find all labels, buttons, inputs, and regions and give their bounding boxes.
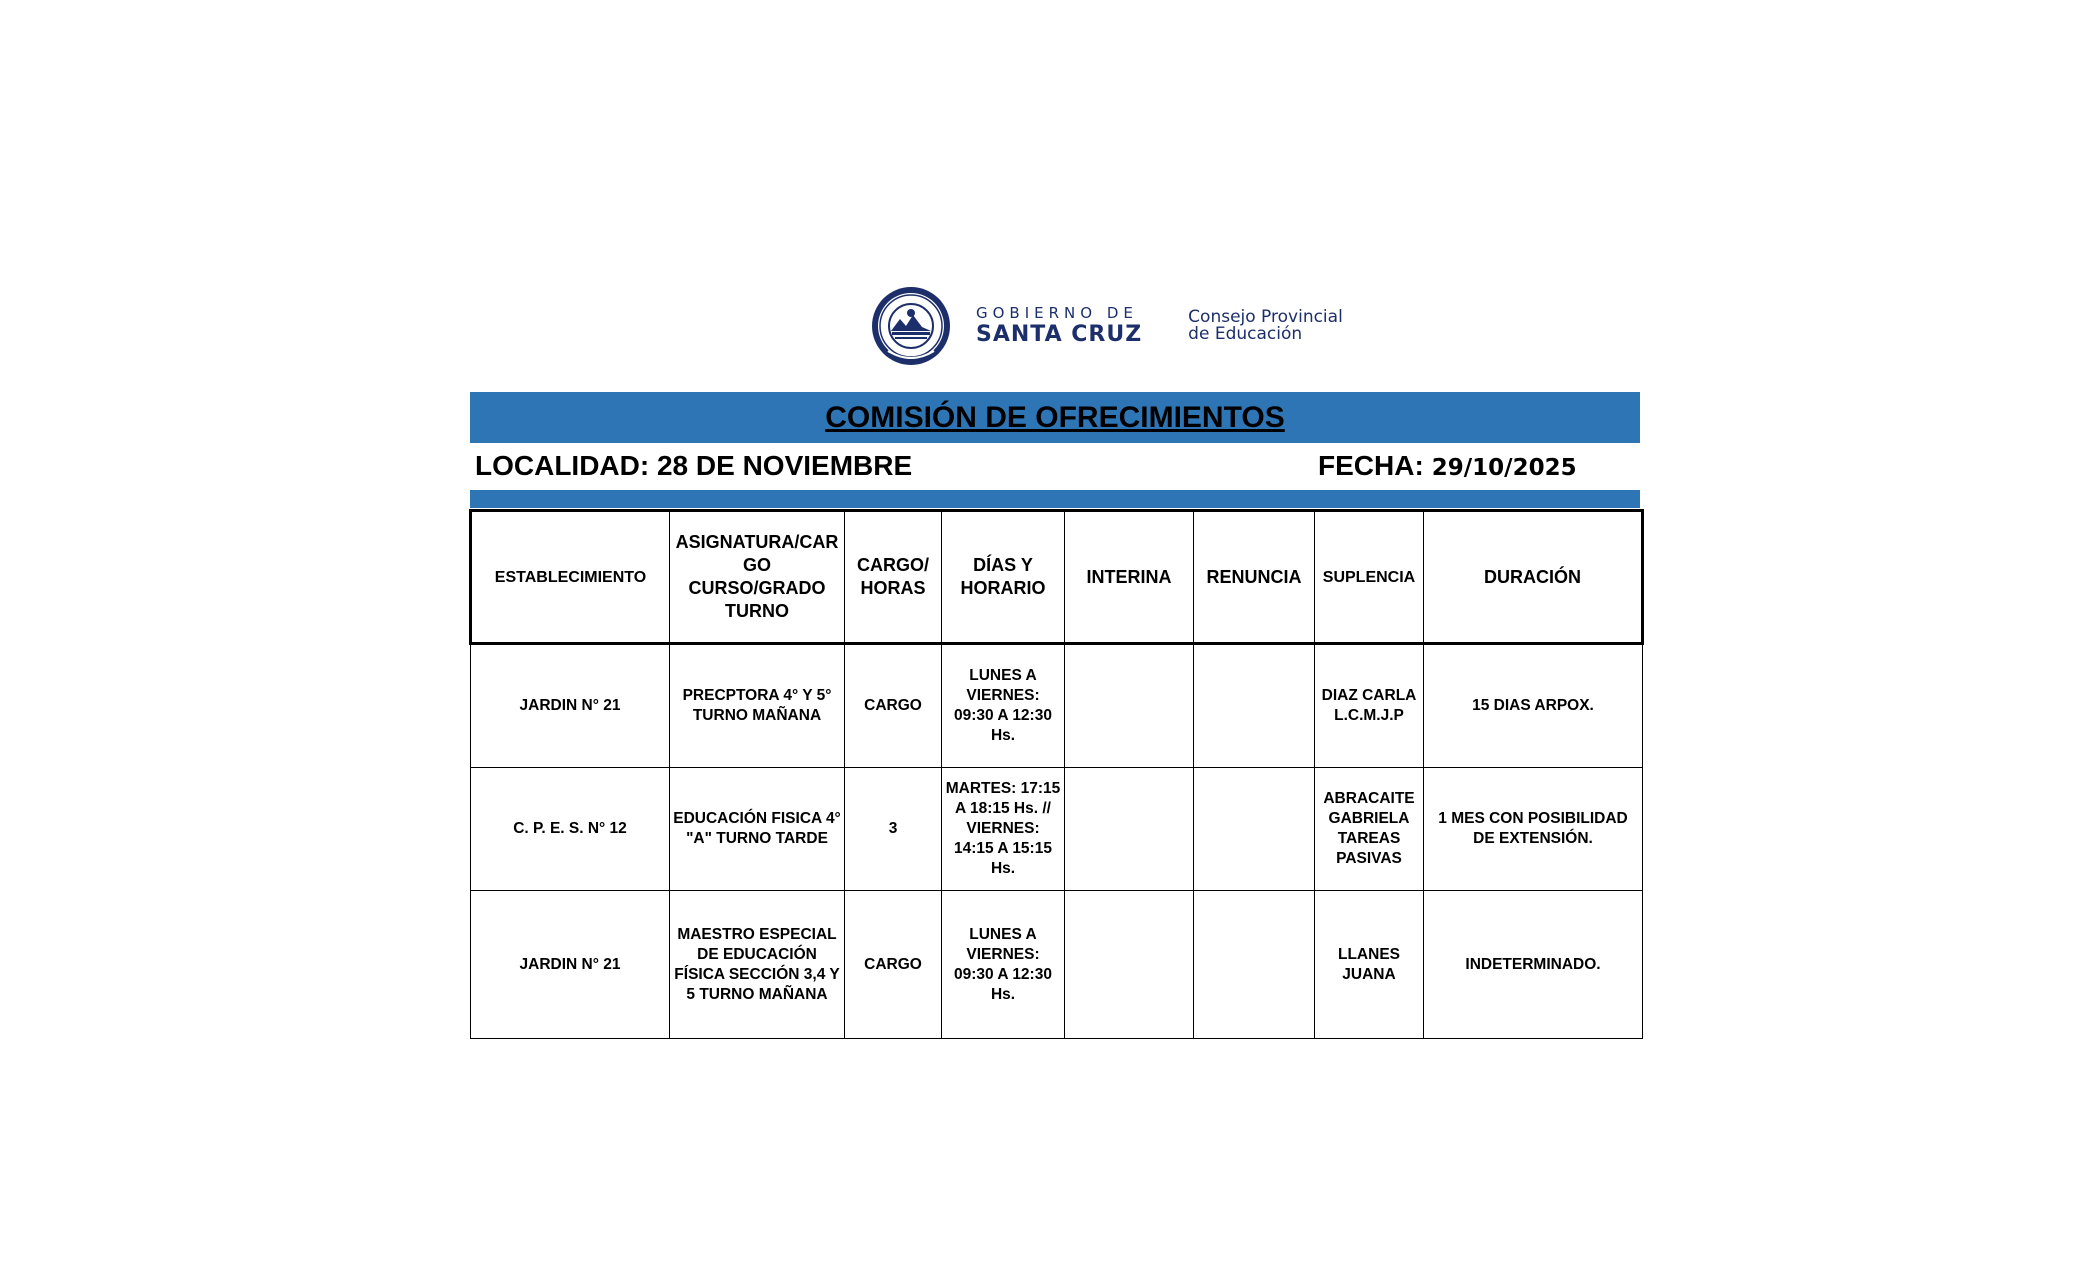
cell-duracion: 1 MES CON POSIBILIDAD DE EXTENSIÓN. [1424,768,1643,891]
header-cargo-horas: CARGO/ HORAS [845,511,942,644]
consejo-line1: Consejo Provincial [1188,306,1343,327]
cell-suplencia: LLANES JUANA [1315,891,1424,1039]
table-row [471,891,1643,1039]
cell-asignatura: MAESTRO ESPECIAL DE EDUCACIÓN FÍSICA SECCIÓN 3,4 Y 5 TURNO MAÑANA [670,891,845,1039]
gobierno-de-label: GOBIERNO DE [976,304,1138,322]
provincial-seal-icon [870,285,952,367]
cell-interina [1065,644,1194,768]
header-logos [870,285,1343,367]
table-row [471,768,1643,891]
fecha-group [1318,450,1577,482]
header-renuncia: RENUNCIA [1194,511,1315,644]
localidad-label: LOCALIDAD: 28 DE NOVIEMBRE [475,450,913,481]
cell-dias-horario: LUNES A VIERNES: 09:30 A 12:30 Hs. [942,891,1065,1039]
header-dias-horario: DÍAS Y HORARIO [942,511,1065,644]
offers-table [469,509,1644,1039]
table-row [471,644,1643,768]
table-header-row [471,511,1643,644]
header-suplencia: SUPLENCIA [1315,511,1424,644]
cell-cargo-horas: CARGO [845,891,942,1039]
header-establecimiento: ESTABLECIMIENTO [471,511,670,644]
page-title: COMISIÓN DE OFRECIMIENTOS [825,400,1285,434]
santa-cruz-label: SANTA CRUZ [976,322,1143,347]
cell-duracion: INDETERMINADO. [1424,891,1643,1039]
cell-cargo-horas: 3 [845,768,942,891]
cell-cargo-horas: CARGO [845,644,942,768]
consejo-logo-text [1188,306,1343,344]
cell-interina [1065,891,1194,1039]
cell-establecimiento: JARDIN N° 21 [471,891,670,1039]
header-asignatura: ASIGNATURA/CAR GO CURSO/GRADO TURNO [670,511,845,644]
header-duracion: DURACIÓN [1424,511,1643,644]
cell-interina [1065,768,1194,891]
cell-suplencia: DIAZ CARLA L.C.M.J.P [1315,644,1424,768]
title-band [470,392,1640,443]
cell-establecimiento: C. P. E. S. N° 12 [471,768,670,891]
fecha-value: 29/10/2025 [1431,455,1577,481]
blue-divider-strip [470,490,1640,508]
fecha-label: FECHA: [1318,450,1424,481]
cell-dias-horario: LUNES A VIERNES: 09:30 A 12:30 Hs. [942,644,1065,768]
consejo-line2: de Educación [1188,324,1303,344]
cell-establecimiento: JARDIN N° 21 [471,644,670,768]
cell-renuncia [1194,891,1315,1039]
header-interina: INTERINA [1065,511,1194,644]
gobierno-logo-text [976,306,1142,346]
cell-renuncia [1194,768,1315,891]
cell-renuncia [1194,644,1315,768]
cell-asignatura: EDUCACIÓN FISICA 4° "A" TURNO TARDE [670,768,845,891]
cell-dias-horario: MARTES: 17:15 A 18:15 Hs. // VIERNES: 14:15 A 15:15 Hs. [942,768,1065,891]
cell-suplencia: ABRACAITE GABRIELA TAREAS PASIVAS [1315,768,1424,891]
cell-duracion: 15 DIAS ARPOX. [1424,644,1643,768]
cell-asignatura: PRECPTORA 4° Y 5° TURNO MAÑANA [670,644,845,768]
info-row [470,446,1640,488]
